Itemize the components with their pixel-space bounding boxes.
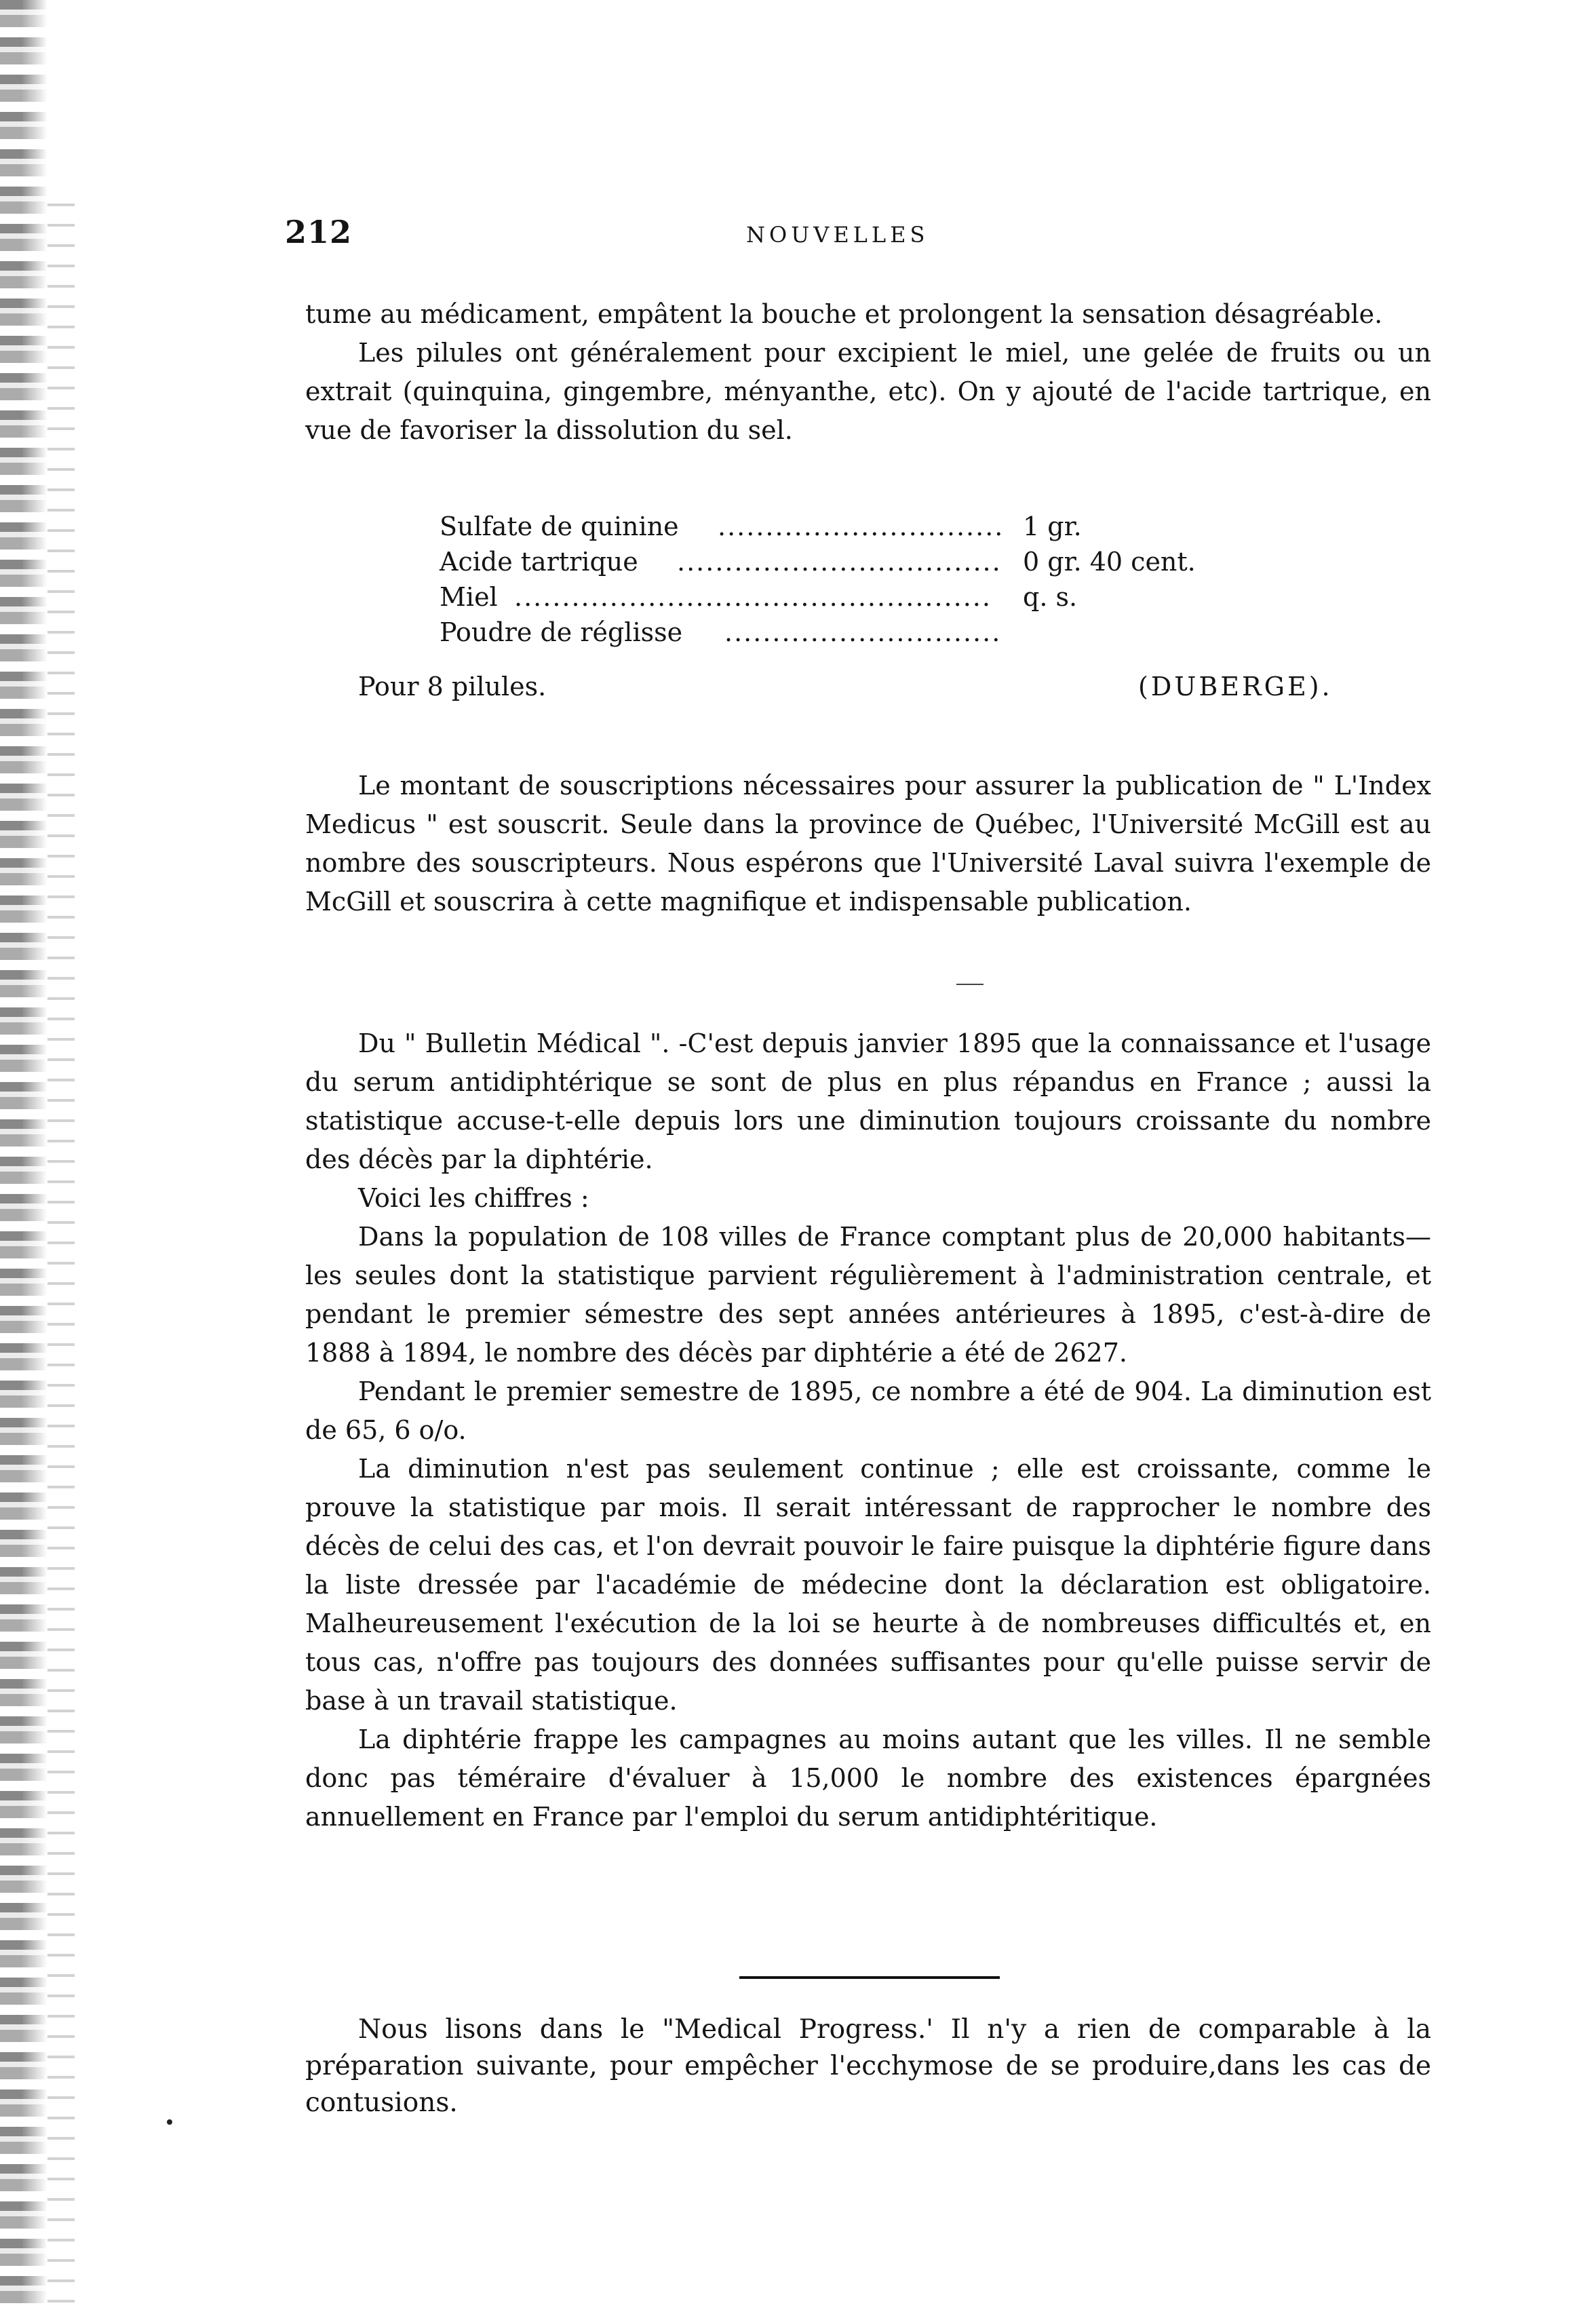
leader-dots: .................................. <box>677 547 1002 577</box>
bulletin-section <box>305 1024 1431 1836</box>
page-header <box>285 214 1438 261</box>
formula-row <box>440 509 1389 544</box>
subscription-paragraph: Le montant de souscriptions nécessaires pour assurer la publication de " L'Index Medicus " est souscrit. Seule dans la province de Québec, l'Université McGill est au nombre des souscripteurs. Nous espérons que l'Université Laval suivra l'exemple de McGill et souscrira à cette magnifique et indispensable publication. <box>305 771 1431 917</box>
formula-footer <box>358 672 1376 712</box>
bulletin-paragraph: La diphtérie frappe les campagnes au moins autant que les villes. Il ne semble donc pas téméraire d'évaluer à 15,000 le nombre des existences épargnées annuellement en France par l'emploi du serum antidiphtéritique. <box>305 1725 1431 1832</box>
leader-dots: .................................................. <box>514 582 992 612</box>
formula-ingredient: Miel <box>440 582 498 612</box>
formula-row <box>440 579 1389 615</box>
formula-quantity: q. s. <box>1023 582 1078 612</box>
intro-section <box>305 295 1431 450</box>
running-title: NOUVELLES <box>746 222 929 248</box>
closing-section <box>305 2011 1431 2121</box>
page-number: 212 <box>285 214 353 250</box>
formula-row <box>440 615 1389 650</box>
ink-speck <box>167 2119 172 2125</box>
closing-paragraph: Nous lisons dans le "Medical Progress.' Il n'y a rien de comparable à la préparation suivante, pour empêcher l'ecchymose de se produire,dans les cas de contusions. <box>305 2014 1431 2118</box>
leader-dots: ............................. <box>724 617 1002 647</box>
bulletin-paragraph: Du " Bulletin Médical ". -C'est depuis janvier 1895 que la connaissance et l'usage du serum antidiphtérique se sont de plus en plus répandus en France ; aussi la statistique accuse-t-elle depuis lors une diminution toujours croissante du nombre des décès par la diphtérie. <box>305 1028 1431 1174</box>
formula-row <box>440 544 1389 579</box>
bulletin-paragraph: Pendant le premier semestre de 1895, ce nombre a été de 904. La diminution est de 65, 6 o/o. <box>305 1376 1431 1445</box>
dosage-note: Pour 8 pilules. <box>358 672 547 701</box>
binding-gutter <box>0 0 47 2312</box>
bulletin-paragraph: La diminution n'est pas seulement continue ; elle est croissante, comme le prouve la statistique par mois. Il serait intéressant de rapprocher le nombre des décès de celui des cas, et l'on devrait pouvoir le faire puisque la diphtérie figure dans la liste dressée par l'académie de médecine dont la déclaration est obligatoire. Malheureusement l'exécution de la loi se heurte à de nombreuses difficultés et, en tous cas, n'offre pas toujours des données suffisantes pour qu'elle puisse servir de base à un travail statistique. <box>305 1454 1431 1716</box>
formula-quantity: 1 gr. <box>1023 512 1082 541</box>
horizontal-rule <box>739 1976 1000 1979</box>
leader-dots: .............................. <box>718 512 1005 541</box>
intro-paragraph: tume au médicament, empâtent la bouche et prolongent la sensation désagréable. <box>305 299 1383 329</box>
formula-ingredient: Acide tartrique <box>440 547 638 577</box>
subscription-section <box>305 767 1431 921</box>
prescription-formula <box>440 509 1389 650</box>
section-divider <box>956 984 984 985</box>
formula-quantity: 0 gr. 40 cent. <box>1023 547 1196 577</box>
author-signature: (DUBERGE). <box>1138 672 1333 701</box>
bulletin-paragraph: Voici les chiffres : <box>358 1183 589 1213</box>
formula-ingredient: Sulfate de quinine <box>440 512 679 541</box>
formula-ingredient: Poudre de réglisse <box>440 617 683 647</box>
binding-gutter-noise <box>47 204 75 2312</box>
intro-paragraph: Les pilules ont généralement pour excipient le miel, une gelée de fruits ou un extrait (quinquina, gingembre, ményanthe, etc). On y ajouté de l'acide tartrique, en vue de favoriser la dissolution du sel. <box>305 338 1431 445</box>
bulletin-paragraph: Dans la population de 108 villes de France comptant plus de 20,000 habitants—les seules dont la statistique parvient régulièrement à l'administration centrale, et pendant le premier sémestre des sept années antérieures à 1895, c'est-à-dire de 1888 à 1894, le nombre des décès par diphtérie a été de 2627. <box>305 1222 1431 1368</box>
